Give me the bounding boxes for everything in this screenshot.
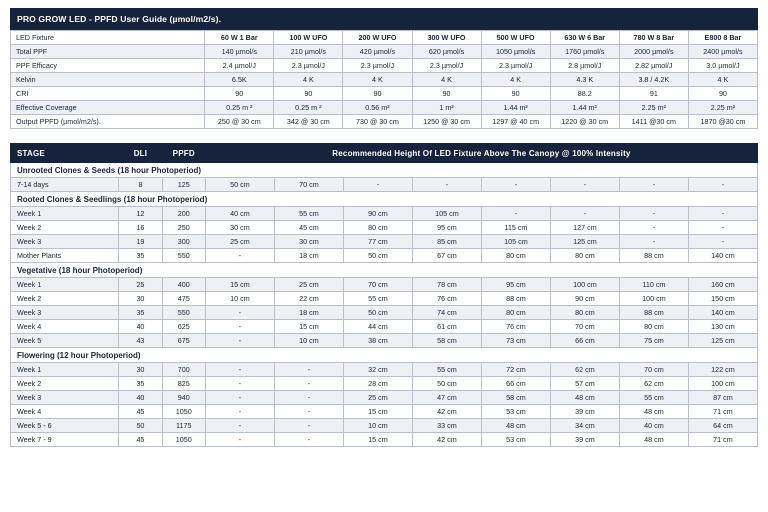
schedule-row <box>11 377 758 391</box>
schedule-dli-value: 30 <box>119 292 162 306</box>
schedule-height-cell: - <box>619 235 688 249</box>
schedule-height-cell: - <box>688 235 757 249</box>
schedule-row <box>11 221 758 235</box>
schedule-height-cell: - <box>274 405 343 419</box>
schedule-height-cell: 39 cm <box>550 433 619 447</box>
schedule-dli-value: 40 <box>119 391 162 405</box>
schedule-section-title: Rooted Clones & Seedlings (18 hour Photoperiod) <box>11 192 758 207</box>
spec-cell: 1 m² <box>412 101 481 115</box>
spec-cell: 0.25 m ² <box>205 101 274 115</box>
spec-row <box>11 45 758 59</box>
spec-cell: 2.3 µmol/J <box>274 59 343 73</box>
schedule-row <box>11 292 758 306</box>
schedule-ppfd-value: 475 <box>162 292 205 306</box>
schedule-ppfd-value: 1050 <box>162 405 205 419</box>
schedule-height-cell: 122 cm <box>688 363 757 377</box>
schedule-height-cell: 115 cm <box>481 221 550 235</box>
schedule-header-row <box>11 144 758 163</box>
spec-row-label: PPF Efficacy <box>11 59 205 73</box>
schedule-height-cell: 18 cm <box>274 306 343 320</box>
spec-fixture-header-row <box>11 31 758 45</box>
schedule-height-cell: 39 cm <box>550 405 619 419</box>
schedule-height-cell: 71 cm <box>688 405 757 419</box>
schedule-dli-value: 45 <box>119 433 162 447</box>
schedule-section-title-row <box>11 192 758 207</box>
spec-cell: 4.3 K <box>550 73 619 87</box>
schedule-stage-label: Week 5 <box>11 334 119 348</box>
schedule-height-cell: - <box>205 334 274 348</box>
spec-cell: 90 <box>205 87 274 101</box>
spec-fixture-name: 60 W 1 Bar <box>205 31 274 45</box>
schedule-height-cell: 15 cm <box>274 320 343 334</box>
schedule-height-cell: 34 cm <box>550 419 619 433</box>
schedule-row <box>11 334 758 348</box>
schedule-height-cell: - <box>550 207 619 221</box>
schedule-height-cell: 10 cm <box>274 334 343 348</box>
schedule-height-cell: 33 cm <box>412 419 481 433</box>
schedule-row <box>11 405 758 419</box>
schedule-stage-label: Week 1 <box>11 207 119 221</box>
spec-row-label: Effective Coverage <box>11 101 205 115</box>
schedule-height-cell: 48 cm <box>619 405 688 419</box>
schedule-dli-value: 25 <box>119 278 162 292</box>
schedule-row <box>11 306 758 320</box>
schedule-height-cell: 44 cm <box>343 320 412 334</box>
spec-cell: 90 <box>412 87 481 101</box>
schedule-height-cell: - <box>274 363 343 377</box>
schedule-height-cell: 70 cm <box>550 320 619 334</box>
schedule-height-cell: 42 cm <box>412 433 481 447</box>
spec-cell: 6.5K <box>205 73 274 87</box>
spec-cell: 2400 µmol/s <box>688 45 757 59</box>
schedule-stage-label: Week 1 <box>11 363 119 377</box>
schedule-height-cell: 47 cm <box>412 391 481 405</box>
schedule-height-cell: 76 cm <box>412 292 481 306</box>
schedule-height-cell: 58 cm <box>412 334 481 348</box>
spec-fixture-name: 780 W 8 Bar <box>619 31 688 45</box>
schedule-height-cell: 25 cm <box>343 391 412 405</box>
schedule-height-cell: 75 cm <box>619 334 688 348</box>
schedule-height-cell: - <box>412 178 481 192</box>
schedule-dli-value: 35 <box>119 306 162 320</box>
spec-cell: 91 <box>619 87 688 101</box>
spec-row <box>11 101 758 115</box>
spec-cell: 1297 @ 40 cm <box>481 115 550 129</box>
spec-cell: 1.44 m² <box>481 101 550 115</box>
schedule-height-cell: - <box>481 207 550 221</box>
spec-cell: 2.3 µmol/J <box>412 59 481 73</box>
schedule-section-title-row <box>11 348 758 363</box>
schedule-height-cell: 80 cm <box>619 320 688 334</box>
schedule-height-cell: 42 cm <box>412 405 481 419</box>
schedule-height-cell: 10 cm <box>343 419 412 433</box>
spec-row <box>11 59 758 73</box>
schedule-height-cell: 64 cm <box>688 419 757 433</box>
spec-cell: 210 µmol/s <box>274 45 343 59</box>
spec-cell: 2.3 µmol/J <box>343 59 412 73</box>
schedule-dli-value: 8 <box>119 178 162 192</box>
spec-cell: 3.8 / 4.2K <box>619 73 688 87</box>
schedule-height-cell: 87 cm <box>688 391 757 405</box>
schedule-ppfd-value: 625 <box>162 320 205 334</box>
schedule-height-cell: - <box>688 207 757 221</box>
spec-cell: 4 K <box>412 73 481 87</box>
schedule-ppfd-value: 1050 <box>162 433 205 447</box>
spec-cell: 2.25 m² <box>688 101 757 115</box>
schedule-height-cell: 100 cm <box>550 278 619 292</box>
schedule-height-cell: 90 cm <box>343 207 412 221</box>
schedule-height-cell: - <box>688 178 757 192</box>
schedule-height-cell: - <box>481 178 550 192</box>
spec-fixture-name: 630 W 6 Bar <box>550 31 619 45</box>
schedule-height-cell: 50 cm <box>343 306 412 320</box>
schedule-ppfd-value: 250 <box>162 221 205 235</box>
schedule-height-cell: 110 cm <box>619 278 688 292</box>
spec-cell: 2.3 µmol/J <box>481 59 550 73</box>
schedule-stage-label: Week 4 <box>11 320 119 334</box>
schedule-ppfd-value: 825 <box>162 377 205 391</box>
schedule-height-cell: - <box>205 377 274 391</box>
schedule-height-cell: 15 cm <box>205 278 274 292</box>
spec-cell: 90 <box>274 87 343 101</box>
schedule-height-cell: 88 cm <box>481 292 550 306</box>
spec-fixture-name: 200 W UFO <box>343 31 412 45</box>
schedule-ppfd-value: 400 <box>162 278 205 292</box>
schedule-height-cell: - <box>688 221 757 235</box>
schedule-height-cell: 160 cm <box>688 278 757 292</box>
schedule-ppfd-value: 550 <box>162 306 205 320</box>
spec-cell: 88.2 <box>550 87 619 101</box>
schedule-height-cell: 71 cm <box>688 433 757 447</box>
spec-cell: 1250 @ 30 cm <box>412 115 481 129</box>
spec-row <box>11 73 758 87</box>
schedule-height-cell: 100 cm <box>688 377 757 391</box>
schedule-stage-label: Week 7 - 9 <box>11 433 119 447</box>
schedule-height-cell: - <box>205 419 274 433</box>
header-stage: STAGE <box>11 144 119 163</box>
schedule-height-cell: - <box>274 419 343 433</box>
schedule-height-cell: 72 cm <box>481 363 550 377</box>
spec-cell: 2.25 m² <box>619 101 688 115</box>
schedule-section-title: Vegetative (18 hour Photoperiod) <box>11 263 758 278</box>
spec-row-label: Output PPFD (µmol/m2/s). <box>11 115 205 129</box>
schedule-height-cell: 127 cm <box>550 221 619 235</box>
spec-row <box>11 115 758 129</box>
schedule-height-cell: 88 cm <box>619 306 688 320</box>
schedule-stage-label: Week 5 - 6 <box>11 419 119 433</box>
schedule-height-cell: 88 cm <box>619 249 688 263</box>
spec-cell: 730 @ 30 cm <box>343 115 412 129</box>
spec-cell: 2000 µmol/s <box>619 45 688 59</box>
schedule-height-cell: 50 cm <box>343 249 412 263</box>
schedule-dli-value: 40 <box>119 320 162 334</box>
schedule-height-cell: 105 cm <box>481 235 550 249</box>
schedule-height-cell: 18 cm <box>274 249 343 263</box>
schedule-height-cell: 100 cm <box>619 292 688 306</box>
schedule-height-cell: 55 cm <box>274 207 343 221</box>
spec-row-label: LED Fixture <box>11 31 205 45</box>
schedule-height-cell: 66 cm <box>550 334 619 348</box>
spec-fixture-name: 100 W UFO <box>274 31 343 45</box>
spec-cell: 342 @ 30 cm <box>274 115 343 129</box>
schedule-ppfd-value: 1175 <box>162 419 205 433</box>
schedule-height-cell: 53 cm <box>481 405 550 419</box>
schedule-row <box>11 178 758 192</box>
schedule-stage-label: Week 3 <box>11 235 119 249</box>
schedule-row <box>11 433 758 447</box>
schedule-stage-label: Week 2 <box>11 221 119 235</box>
spec-cell: 420 µmol/s <box>343 45 412 59</box>
fixture-spec-table <box>10 30 758 129</box>
schedule-stage-label: Mother Plants <box>11 249 119 263</box>
spec-cell: 1050 µmol/s <box>481 45 550 59</box>
schedule-height-cell: 95 cm <box>412 221 481 235</box>
schedule-dli-value: 35 <box>119 377 162 391</box>
schedule-height-cell: 40 cm <box>205 207 274 221</box>
schedule-stage-label: Week 4 <box>11 405 119 419</box>
schedule-height-cell: 48 cm <box>550 391 619 405</box>
schedule-row <box>11 249 758 263</box>
schedule-height-cell: 28 cm <box>343 377 412 391</box>
schedule-height-cell: 77 cm <box>343 235 412 249</box>
schedule-height-cell: 105 cm <box>412 207 481 221</box>
schedule-height-cell: 80 cm <box>550 249 619 263</box>
schedule-height-cell: 55 cm <box>412 363 481 377</box>
spec-cell: 1411 @30 cm <box>619 115 688 129</box>
schedule-dli-value: 43 <box>119 334 162 348</box>
schedule-ppfd-value: 200 <box>162 207 205 221</box>
schedule-height-cell: 70 cm <box>343 278 412 292</box>
schedule-height-cell: - <box>343 178 412 192</box>
schedule-stage-label: Week 3 <box>11 306 119 320</box>
schedule-height-cell: 70 cm <box>619 363 688 377</box>
schedule-row <box>11 363 758 377</box>
schedule-height-cell: - <box>205 433 274 447</box>
schedule-height-cell: - <box>274 433 343 447</box>
spec-cell: 90 <box>343 87 412 101</box>
schedule-height-cell: 25 cm <box>205 235 274 249</box>
spec-row <box>11 87 758 101</box>
spec-row-label: CRI <box>11 87 205 101</box>
schedule-height-cell: 61 cm <box>412 320 481 334</box>
schedule-height-cell: 125 cm <box>550 235 619 249</box>
schedule-ppfd-value: 300 <box>162 235 205 249</box>
schedule-dli-value: 19 <box>119 235 162 249</box>
schedule-height-cell: 10 cm <box>205 292 274 306</box>
schedule-ppfd-value: 675 <box>162 334 205 348</box>
spec-cell: 1760 µmol/s <box>550 45 619 59</box>
schedule-row <box>11 419 758 433</box>
schedule-height-cell: 25 cm <box>274 278 343 292</box>
schedule-height-cell: 130 cm <box>688 320 757 334</box>
schedule-stage-label: Week 1 <box>11 278 119 292</box>
spec-cell: 2.82 µmol/J <box>619 59 688 73</box>
schedule-height-cell: 95 cm <box>481 278 550 292</box>
schedule-row <box>11 320 758 334</box>
schedule-height-cell: - <box>274 377 343 391</box>
schedule-height-cell: 70 cm <box>274 178 343 192</box>
schedule-height-cell: 80 cm <box>550 306 619 320</box>
schedule-dli-value: 50 <box>119 419 162 433</box>
schedule-height-cell: 32 cm <box>343 363 412 377</box>
schedule-ppfd-value: 700 <box>162 363 205 377</box>
schedule-height-cell: 140 cm <box>688 249 757 263</box>
spec-cell: 0.56 m² <box>343 101 412 115</box>
schedule-height-cell: 58 cm <box>481 391 550 405</box>
schedule-height-cell: 66 cm <box>481 377 550 391</box>
schedule-dli-value: 16 <box>119 221 162 235</box>
spec-cell: 4 K <box>688 73 757 87</box>
spec-row-label: Total PPF <box>11 45 205 59</box>
schedule-height-cell: - <box>205 405 274 419</box>
schedule-stage-label: Week 2 <box>11 292 119 306</box>
spec-cell: 4 K <box>481 73 550 87</box>
schedule-row <box>11 207 758 221</box>
schedule-height-cell: 80 cm <box>481 249 550 263</box>
schedule-height-cell: - <box>550 178 619 192</box>
spec-cell: 2.4 µmol/J <box>205 59 274 73</box>
schedule-height-cell: 62 cm <box>619 377 688 391</box>
schedule-height-cell: 80 cm <box>481 306 550 320</box>
spec-row-label: Kelvin <box>11 73 205 87</box>
schedule-stage-label: 7-14 days <box>11 178 119 192</box>
schedule-height-cell: 62 cm <box>550 363 619 377</box>
schedule-height-cell: - <box>205 320 274 334</box>
schedule-stage-label: Week 2 <box>11 377 119 391</box>
schedule-section-title-row <box>11 263 758 278</box>
spec-cell: 250 @ 30 cm <box>205 115 274 129</box>
schedule-height-cell: 45 cm <box>274 221 343 235</box>
schedule-ppfd-value: 125 <box>162 178 205 192</box>
schedule-height-cell: - <box>205 306 274 320</box>
schedule-section-title-row <box>11 163 758 178</box>
schedule-dli-value: 45 <box>119 405 162 419</box>
header-ppfd: PPFD <box>162 144 205 163</box>
schedule-dli-value: 30 <box>119 363 162 377</box>
schedule-height-cell: - <box>619 207 688 221</box>
schedule-height-cell: - <box>205 363 274 377</box>
schedule-stage-label: Week 3 <box>11 391 119 405</box>
spec-cell: 1.44 m² <box>550 101 619 115</box>
schedule-height-cell: 67 cm <box>412 249 481 263</box>
schedule-height-cell: 73 cm <box>481 334 550 348</box>
schedule-height-cell: - <box>619 178 688 192</box>
schedule-height-cell: 55 cm <box>343 292 412 306</box>
spec-cell: 90 <box>481 87 550 101</box>
schedule-height-cell: 55 cm <box>619 391 688 405</box>
spec-cell: 3.0 µmol/J <box>688 59 757 73</box>
height-schedule-table <box>10 143 758 447</box>
spec-cell: 1870 @30 cm <box>688 115 757 129</box>
schedule-height-cell: - <box>274 391 343 405</box>
schedule-height-cell: 30 cm <box>205 221 274 235</box>
spec-fixture-name: E800 8 Bar <box>688 31 757 45</box>
spec-cell: 4 K <box>343 73 412 87</box>
spec-cell: 140 µmol/s <box>205 45 274 59</box>
schedule-row <box>11 278 758 292</box>
schedule-row <box>11 391 758 405</box>
schedule-height-cell: 15 cm <box>343 405 412 419</box>
schedule-height-cell: 38 cm <box>343 334 412 348</box>
schedule-height-cell: 50 cm <box>205 178 274 192</box>
schedule-height-cell: 22 cm <box>274 292 343 306</box>
spec-fixture-name: 300 W UFO <box>412 31 481 45</box>
schedule-height-cell: 40 cm <box>619 419 688 433</box>
schedule-height-cell: 57 cm <box>550 377 619 391</box>
spec-cell: 4 K <box>274 73 343 87</box>
schedule-height-cell: - <box>205 249 274 263</box>
spec-fixture-name: 500 W UFO <box>481 31 550 45</box>
schedule-height-cell: 78 cm <box>412 278 481 292</box>
schedule-height-cell: 48 cm <box>481 419 550 433</box>
schedule-ppfd-value: 940 <box>162 391 205 405</box>
schedule-dli-value: 12 <box>119 207 162 221</box>
spec-table-title: PRO GROW LED - PPFD User Guide (µmol/m2/s). <box>10 8 758 30</box>
schedule-height-cell: 150 cm <box>688 292 757 306</box>
schedule-height-cell: 53 cm <box>481 433 550 447</box>
schedule-dli-value: 35 <box>119 249 162 263</box>
schedule-height-cell: 48 cm <box>619 433 688 447</box>
spec-cell: 620 µmol/s <box>412 45 481 59</box>
spec-cell: 1220 @ 30 cm <box>550 115 619 129</box>
spec-cell: 90 <box>688 87 757 101</box>
header-dli: DLI <box>119 144 162 163</box>
schedule-height-cell: 140 cm <box>688 306 757 320</box>
schedule-row <box>11 235 758 249</box>
schedule-height-cell: 76 cm <box>481 320 550 334</box>
schedule-section-title: Flowering (12 hour Photoperiod) <box>11 348 758 363</box>
schedule-height-cell: 80 cm <box>343 221 412 235</box>
spec-cell: 0.25 m ² <box>274 101 343 115</box>
schedule-height-cell: - <box>619 221 688 235</box>
header-height: Recommended Height Of LED Fixture Above The Canopy @ 100% Intensity <box>205 144 757 163</box>
schedule-height-cell: 85 cm <box>412 235 481 249</box>
schedule-height-cell: 74 cm <box>412 306 481 320</box>
spec-cell: 2.8 µmol/J <box>550 59 619 73</box>
schedule-height-cell: 90 cm <box>550 292 619 306</box>
schedule-height-cell: 50 cm <box>412 377 481 391</box>
schedule-height-cell: 125 cm <box>688 334 757 348</box>
schedule-height-cell: - <box>205 391 274 405</box>
schedule-height-cell: 30 cm <box>274 235 343 249</box>
schedule-ppfd-value: 550 <box>162 249 205 263</box>
schedule-section-title: Unrooted Clones & Seeds (18 hour Photoperiod) <box>11 163 758 178</box>
schedule-height-cell: 15 cm <box>343 433 412 447</box>
